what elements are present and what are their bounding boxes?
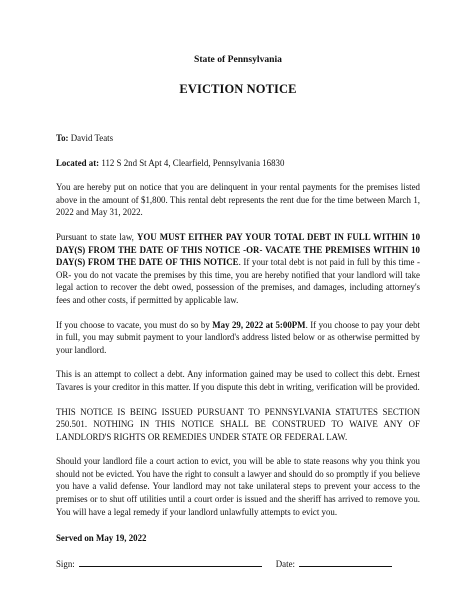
statute-paragraph: THIS NOTICE IS BEING ISSUED PURSUANT TO PENNSYLVANIA STATUTES SECTION 250.501. NOTHING IN THIS NOTICE SHALL BE CONSTRUED TO WAIVE ANY OF LANDLORD'S RIGHTS OR REMEDIES UNDER STATE OR FEDERAL LAW. (56, 406, 420, 442)
pay-or-vacate-prefix: Pursuant to state law, (56, 231, 137, 242)
pay-or-vacate-suffix: . If your total debt is not paid in full by this time -OR- you do not vacate the premises by this time, you are hereby notified that your landlord will take legal action to recover the debt owed, possession of the premises, and damages, including attorney's fees and other costs, if permitted by applicable law. (56, 257, 420, 305)
pay-or-vacate-demand: YOU MUST EITHER PAY YOUR TOTAL DEBT IN FULL WITHIN 10 DAY(S) FROM THE DATE OF THIS NOTICE -OR- VACATE THE PREMISES WITHIN 10 DAY(S) FROM THE DATE OF THIS NOTICE (56, 231, 421, 268)
date-line[interactable] (299, 558, 392, 567)
vacate-prefix: If you choose to vacate, you must do so by (56, 319, 213, 330)
tenant-rights-paragraph: Should your landlord file a court action to evict, you will be able to state reasons why you think you should not be evicted. You have the right to consult a lawyer and should do so promptly if you believe you have a valid defense. Your landlord may not take unilateral steps to prevent your access to the premises or to shut off utilities until a court order is issued and the sheriff has arrived to remove you. You will have a legal remedy if your landlord unlawfully attempts to evict you. (56, 456, 420, 517)
signature-line[interactable] (79, 558, 262, 567)
served-date: Served on May 19, 2022 (56, 533, 147, 544)
to-label: To: (56, 133, 69, 143)
delinquency-paragraph: You are hereby put on notice that you are delinquent in your rental payments for the premises listed above in the amount of $1,800. This rental debt represents the rent due for the time between March 1, 2022 and May 31, 2022. (56, 182, 420, 218)
debt-collection-paragraph: This is an attempt to collect a debt. Any information gained may be used to collect this debt. Ernest Tavares is your creditor in this matter. If you dispute this debt in writing, verification will be provided. (56, 369, 420, 392)
vacate-deadline-paragraph (56, 319, 420, 357)
signature-row (56, 558, 420, 570)
notice-title: EVICTION NOTICE (179, 82, 297, 96)
premises-address: 112 S 2nd St Apt 4, Clearfield, Pennsylvania 16830 (101, 157, 285, 168)
location-line (56, 157, 420, 170)
sign-label: Sign: (56, 558, 75, 569)
vacate-deadline: May 29, 2022 at 5:00PM (212, 319, 306, 330)
recipient-name: David Teats (70, 133, 114, 143)
vacate-suffix: . If you choose to pay your debt in full, you may submit payment to your landlord's address listed below or as otherwise permitted by your landlord. (56, 319, 420, 355)
date-label: Date: (275, 558, 295, 569)
state-heading: State of Pennsylvania (194, 54, 282, 65)
recipient-line (56, 132, 420, 145)
pay-or-vacate-paragraph (56, 231, 420, 307)
located-label: Located at: (56, 157, 100, 168)
